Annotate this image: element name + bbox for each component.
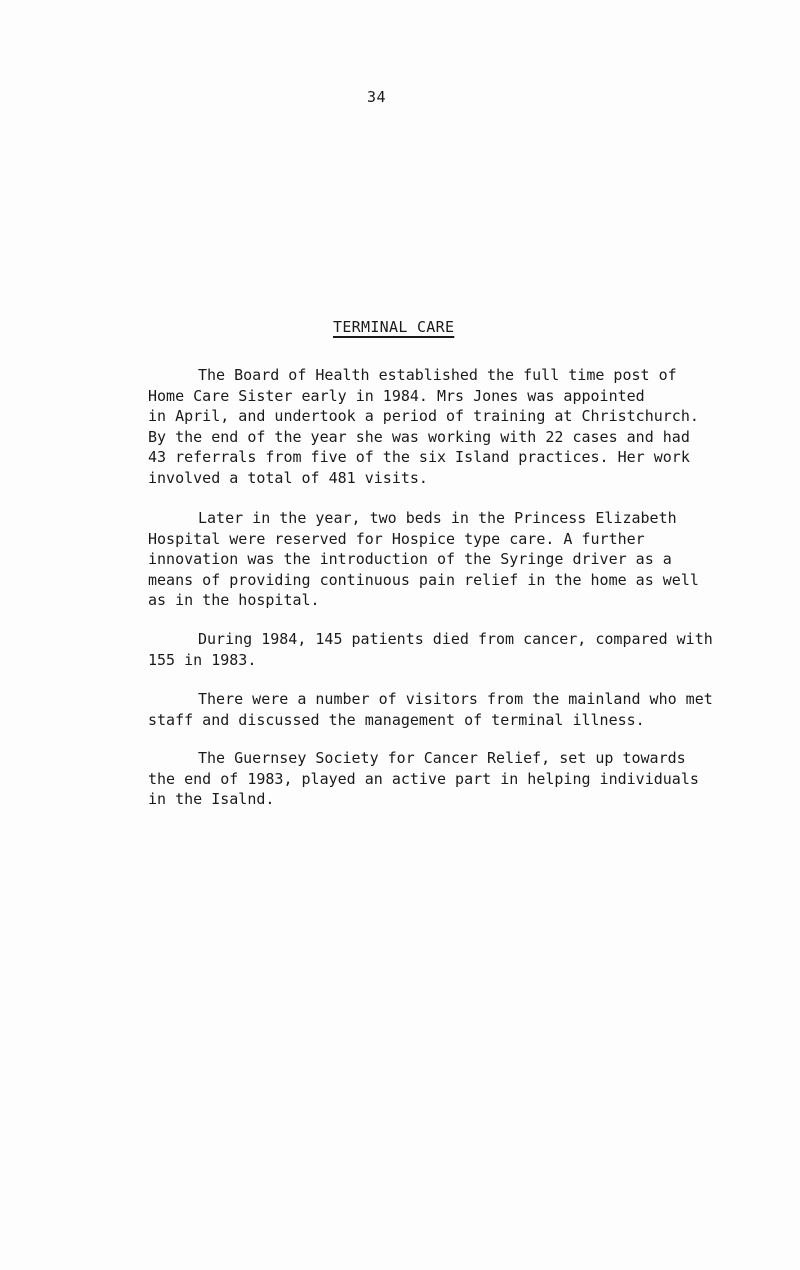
body-text xyxy=(148,629,713,690)
text-line: means of providing continuous pain relief in the home as well xyxy=(148,570,699,589)
text-line: There were a number of visitors from the mainland who met xyxy=(198,690,713,708)
text-line: in April, and undertook a period of training at Christchurch. xyxy=(148,407,699,425)
text-line: The Guernsey Society for Cancer Relief, set up towards xyxy=(198,749,686,767)
text-line: staff and discussed the management of terminal illness. xyxy=(148,710,645,729)
text-line: as in the hospital. xyxy=(148,591,320,609)
body-text xyxy=(148,508,708,631)
text-line: Home Care Sister early in 1984. Mrs Jones was appointed xyxy=(148,386,645,405)
page-number: 34 xyxy=(367,88,387,106)
text-line: By the end of the year she was working with 22 cases and had xyxy=(148,427,690,446)
body-text xyxy=(148,689,713,750)
text-line: involved a total of 481 visits. xyxy=(148,468,428,487)
paragraph xyxy=(148,689,713,730)
text-line: 43 referrals from five of the six Island practices. Her work xyxy=(148,448,690,466)
text-line: in the Isalnd. xyxy=(148,790,275,808)
text-line: The Board of Health established the full time post of xyxy=(198,366,677,384)
text-line: the end of 1983, played an active part in helping individuals xyxy=(148,769,699,788)
paragraph xyxy=(148,629,713,670)
paragraph xyxy=(148,508,708,611)
section-heading: TERMINAL CARE xyxy=(333,318,455,336)
text-line: innovation was the introduction of the Syringe driver as a xyxy=(148,550,672,568)
body-text xyxy=(148,748,708,830)
body-text xyxy=(148,365,708,508)
text-line: Hospital were reserved for Hospice type care. A further xyxy=(148,529,645,548)
paragraph xyxy=(148,365,708,488)
text-line: Later in the year, two beds in the Princess Elizabeth xyxy=(198,509,677,527)
paragraph xyxy=(148,748,708,810)
text-line: 155 in 1983. xyxy=(148,650,257,669)
text-line: During 1984, 145 patients died from cancer, compared with xyxy=(198,630,713,648)
